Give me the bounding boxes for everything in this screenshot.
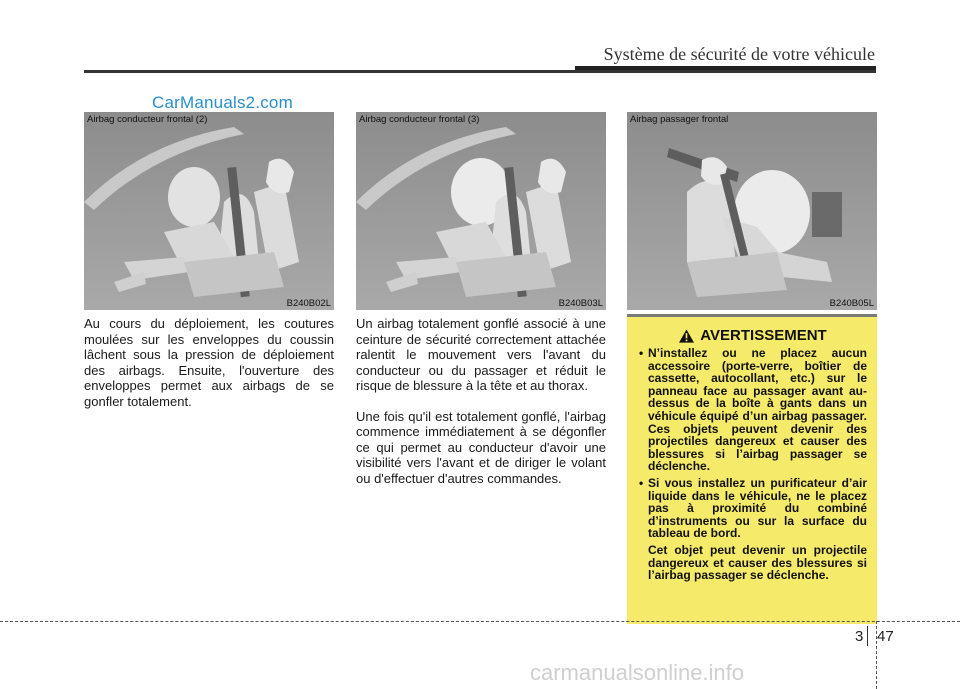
watermark-bottom: carmanualsonline.info: [530, 660, 745, 685]
figure-driver-airbag-2: [84, 112, 334, 310]
watermark-top: CarManuals2.com: [152, 93, 293, 112]
warning-item: • Si vous installez un purificateur d’air liquide dans le véhicule, ne le placez pas à proximité du combiné d’instruments ou sur la surface du tableau de bord.: [639, 477, 867, 540]
driver-airbag-deployed-illustration: [356, 112, 606, 310]
chapter-number: 3: [855, 628, 864, 645]
paragraph: Un airbag totalement gonflé associé à une ceinture de sécurité correctement attachée ralentit le mouvement vers l'avant du conducteur ou du passager et réduit le risque de blessure à la tête et au thorax.: [356, 316, 606, 393]
warning-extra-text: Cet objet peut devenir un projectile dangereux et causer des blessures si l’airbag passager se déclenche.: [648, 542, 867, 583]
warning-triangle-icon: [679, 329, 694, 343]
figure-code: B240B05L: [829, 298, 874, 309]
page-number-divider: [867, 626, 868, 646]
figure-caption: Airbag passager frontal: [630, 114, 729, 125]
page-header-title: Système de sécurité de votre véhicule: [603, 44, 875, 64]
driver-airbag-illustration: [84, 112, 334, 310]
warning-header: [639, 327, 867, 344]
warning-box: [627, 314, 877, 624]
footer-rule: [0, 621, 960, 622]
text-column-1: [84, 316, 334, 424]
figure-code: B240B03L: [558, 298, 603, 309]
figure-passenger-airbag: [627, 112, 877, 310]
header-rule: [84, 70, 876, 73]
figure-driver-airbag-3: [356, 112, 606, 310]
warning-list: [639, 347, 867, 540]
text-column-2: [356, 316, 606, 501]
figure-caption: Airbag conducteur frontal (3): [359, 114, 480, 125]
warning-title: AVERTISSEMENT: [700, 327, 827, 344]
paragraph: Au cours du déploiement, les coutures moulées sur les enveloppes du coussin lâchent sous la pression de déploiement des airbags. Ensuite, l'ouverture des enveloppes permet aux airbags de se gonfler totalement.: [84, 316, 334, 409]
paragraph: Une fois qu'il est totalement gonflé, l'airbag commence immédiatement à se dégonfler ce qui permet au conducteur d'avoir une visibilité vers l'avant et de diriger le volant ou d'effectuer d'autres commandes.: [356, 408, 606, 486]
figure-code: B240B02L: [286, 298, 331, 309]
figure-caption: Airbag conducteur frontal (2): [87, 114, 208, 125]
passenger-airbag-illustration: [627, 112, 877, 310]
warning-item: • N’installez ou ne placez aucun accessoire (porte-verre, boîtier de cassette, autocollant, etc.) sur le panneau face au passager avant au-dessus de la boîte à gants dans un véhicule équipé d’un airbag passager. Ces objets peuvent devenir des projectiles dangereux et causer des blessures si l’airbag passager se déclenche.: [639, 347, 867, 473]
page-number: 47: [877, 628, 894, 645]
